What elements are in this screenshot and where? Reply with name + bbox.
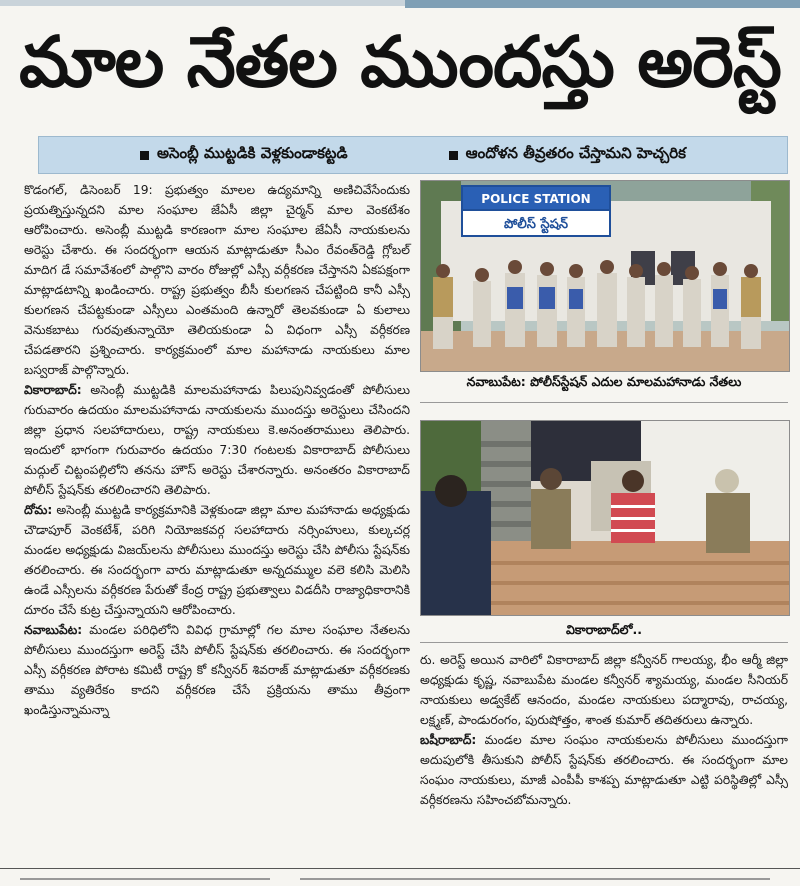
square-bullet-icon <box>449 151 458 160</box>
subheading-text: అసెంబ్లీ ముట్టడికి వెళ్లకుండాకట్టడి <box>157 144 348 162</box>
bottom-rule <box>0 868 800 869</box>
top-bar-left <box>0 0 405 6</box>
article-paragraph: కొడంగల్, డిసెంబర్ 19: ప్రభుత్వం మాలల ఉద్యమాన్ని అణిచివేసేందుకు ప్రయత్నిస్తున్నదని మాల సంఘాల జేఏసీ జిల్లా చైర్మన్ మాల వెంకటేశం ఆరోపించారు. అసెంబ్లీ ముట్టడి కారణంగా మాల సంఘాల జేఏసీ నాయకులను అరెస్టు చేశారు. ఈ సందర్భంగా ఆయన మాట్లాడుతూ సీఎం రేవంత్‌రెడ్డి గ్లోబల్ మాదిగ డే సమావేశంలో పాల్గొని వారం రోజుల్లో ఎస్సీ వర్గీకరణ చేస్తానని ఏకపక్షంగా మాట్లాడటాన్ని ఖండించారు. రాష్ట్ర ప్రభుత్వం బీసీ కులగణన చేపట్టింది కానీ ఎస్సీ కులగణన చేపట్టకుండా ఎస్సీలు ఎంతమంది ఉన్నారో తెలవకుండా ఏ కులాలు వెనుకబాటు గురవుతున్నాయో తెలియకుండా ఏ విధంగా ఎస్సీ వర్గీకరణ చేపడతారని ప్రశ్నించారు. కార్యక్రమంలో మాల మహానాడు నాయకులు మాల బస్వరాజ్ పాల్గొన్నారు. <box>24 183 410 377</box>
dateline: దోమ: <box>24 503 53 517</box>
square-bullet-icon <box>140 151 149 160</box>
right-column <box>420 650 788 810</box>
subheading-item-2 <box>449 144 686 166</box>
top-bar-right <box>405 0 800 8</box>
detained-leaders-illustration <box>421 421 789 615</box>
photo-caption: నవాబుపేట: పోలీస్‌స్టేషన్ ఎదుల మాలమహానాడు నేతలు <box>466 374 742 389</box>
sign-english: POLICE STATION <box>481 192 591 206</box>
police-station-illustration <box>421 181 789 371</box>
subheading-text: ఆందోళన తీవ్రతరం చేస్తామని హెచ్చరిక <box>465 144 686 162</box>
headline: మాల నేతల ముందస్తు అరెస్ట్ <box>19 20 781 103</box>
divider <box>420 402 788 403</box>
detained-leaders-photo <box>420 420 790 616</box>
next-article-strip <box>0 876 800 886</box>
police-station-photo <box>420 180 790 372</box>
left-column <box>24 180 410 720</box>
divider <box>420 642 788 643</box>
article-paragraph: నవాబుపేట: మండల పరిధిలోని వివిధ గ్రామాల్లో గల మాల సంఘాల నేతలను పోలీసులు ముందస్తుగా అరెస్ట్ చేసి పోలీస్ స్టేషన్‌కు తరలించారు. ఈ సందర్భంగా ఎస్సీ వర్గీకరణ పోరాట కమిటీ రాష్ట్ర కో కన్వీనర్ శివరాజ్ మాట్లాడుతూ వర్గీకరణకు తాము వ్యతిరేకం కాదని వర్గీకరణ చేసే ప్రక్రియను తాము తీవ్రంగా ఖండిస్తున్నామన్నా <box>24 623 410 717</box>
article-paragraph: బషీరాబాద్: మండల మాల సంఘం నాయకులను పోలీసులు ముందస్తుగా అదుపులోకి తీసుకుని పోలీస్ స్టేషన్‌కు తరలించారు. ఈ సందర్భంగా మాల సంఘం నాయకులు, మాజీ ఎంపీపీ కాశప్ప మాట్లాడుతూ ఎట్టి పరిస్థితిల్లో ఎస్సీ వర్గీకరణను సహించబోమన్నారు. <box>420 733 788 807</box>
subheading-bar <box>38 136 788 174</box>
top-color-bar <box>0 0 800 8</box>
dateline: బషీరాబాద్: <box>420 733 477 747</box>
sign-telugu: పోలీస్ స్టేషన్ <box>504 217 568 232</box>
dateline: వికారాబాద్: <box>24 383 82 397</box>
article-paragraph: రు. అరెస్ట్ అయిన వారిలో వికారాబాద్ జిల్లా కన్వీనర్ గాలయ్య, భీం ఆర్మీ జిల్లా అధ్యక్షుడు కృష్ణ, నవాబుపేట మండల కన్వీనర్ శ్యామయ్య, మండల సీనియర్ నాయకులు అడ్వకేట్ ఆనందం, మండల నాయకులు పద్మారావు, రాచయ్య, లక్ష్మణ్, పాండురంగం, పురుషోత్తం, శాంత కుమార్ తదితరులు ఉన్నారు. <box>420 653 788 727</box>
photo-caption: వికారాబాద్‌లో.. <box>565 622 643 637</box>
article-paragraph: వికారాబాద్: అసెంబ్లీ ముట్టడికి మాలమహానాడు పిలుపునివ్వడంతో పోలీసులు గురువారం ఉదయం మాలమహానాడు నాయకులను ముందస్తు అరెస్టులు చేసిందని జిల్లా ప్రధాన సలహాదారులు, రాష్ట్ర నాయకులు కె.అనంతరాములు తెలిపారు. ఇందులో భాగంగా గురువారం ఉదయం 7:30 గంటలకు వికారాబాద్ పోలీసులు మద్గుల్ చిట్టంపల్లిలోని తనను హౌస్ అరెస్టు చేశారన్నారు. అనంతరం వికారాబాద్ పోలీస్ స్టేషన్‌కు తరలించారని తెలిపారు. <box>24 383 410 497</box>
dateline: నవాబుపేట: <box>24 623 83 637</box>
subheading-item-1 <box>140 144 348 166</box>
article-paragraph: దోమ: అసెంబ్లీ ముట్టడి కార్యక్రమానికి వెళ్లకుండా జిల్లా మాల మహానాడు అధ్యక్షుడు చౌడాపూర్ వెంకటేశ్, పరిగి నియోజకవర్గ సలహాదారు నర్సింహులు, కుల్కచర్ల మండల అధ్యక్షుడు విజయ్‌లను పోలీసులు ముందస్తు అరెస్టు చేసి పోలీసు స్టేషన్‌కు తరలించారు. ఈ సందర్భంగా వారు మాట్లాడుతూ అన్నదమ్ముల వలె కలిసి మెలిసి ఉండే ఎస్సీలను వర్గీకరణ పేరుతో కేంద్ర రాష్ట్ర ప్రభుత్వాలు విడదీసి రాజ్యాధికారానికి దూరం చేసే కుట్ర చేస్తున్నాయని ఆరోపించారు. <box>24 503 410 617</box>
